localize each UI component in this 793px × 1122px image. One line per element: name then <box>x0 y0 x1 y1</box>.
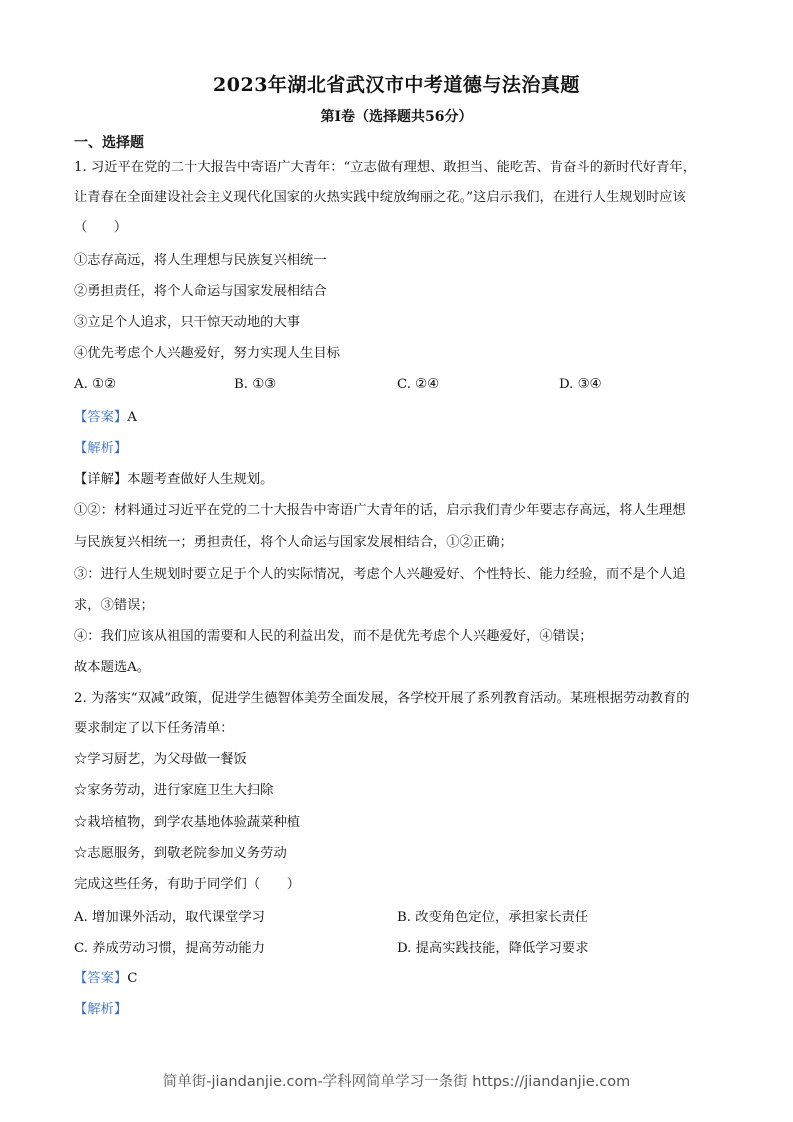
q1-detail-line-2: ①②：材料通过习近平在党的二十大报告中寄语广大青年的话，启示我们青少年要志存高远，将人生理想 <box>74 503 686 518</box>
q1-detail-line-4: ③：进行人生规划时要立足于个人的实际情况，考虑个人兴趣爱好、个性特长、能力经验，而不是个人追 <box>74 567 686 582</box>
q1-answer-blank: （ ） <box>74 220 128 235</box>
q1-detail-line-5: 求，③错误； <box>74 598 154 613</box>
q2-task-1: ☆学习厨艺，为父母做一餐饭 <box>74 752 247 767</box>
q2-analysis-tag: 【解析】 <box>74 1002 128 1017</box>
q1-statement-1: ①志存高远，将人生理想与民族复兴相统一 <box>74 253 327 268</box>
section-heading: 一、选择题 <box>74 135 144 151</box>
q1-answer-tag: 【答案】 <box>74 410 128 425</box>
q2-answer-value: C <box>127 971 138 986</box>
q1-detail-line-7: 故本题选A。 <box>74 660 151 675</box>
paper-part-heading: 第I卷（选择题共56分） <box>320 109 473 125</box>
q2-stem-line-3: 完成这些任务，有助于同学们（ ） <box>74 877 301 892</box>
q2-option-b: B. 改变角色定位，承担家长责任 <box>397 910 589 925</box>
page-footer-watermark: 简单街-jiandanjie.com-学科网简单学习一条街 https://jiandanjie.com <box>162 1074 631 1090</box>
q2-stem-line-2: 要求制定了以下任务清单： <box>74 721 234 736</box>
q2-option-c: C. 养成劳动习惯，提高劳动能力 <box>74 941 266 956</box>
q2-answer-tag: 【答案】 <box>74 971 128 986</box>
q1-statement-3: ③立足个人追求，只干惊天动地的大事 <box>74 315 301 330</box>
q1-detail-line-3: 与民族复兴相统一；勇担责任，将个人命运与国家发展相结合，①②正确； <box>74 535 513 550</box>
q1-answer-line <box>74 408 724 428</box>
q2-task-4: ☆志愿服务，到敬老院参加义务劳动 <box>74 846 287 861</box>
q2-task-2: ☆家务劳动，进行家庭卫生大扫除 <box>74 783 274 798</box>
q1-analysis-tag: 【解析】 <box>74 441 128 456</box>
q2-option-a: A. 增加课外活动，取代课堂学习 <box>74 910 265 925</box>
q1-option-d: D. ③④ <box>559 377 602 392</box>
q1-detail-line-1: 【详解】本题考查做好人生规划。 <box>74 472 274 487</box>
q1-detail-line-6: ④：我们应该从祖国的需要和人民的利益出发，而不是优先考虑个人兴趣爱好，④错误； <box>74 629 593 644</box>
q1-option-b: B. ①③ <box>234 377 277 392</box>
q1-stem-line-2: 让青春在全面建设社会主义现代化国家的火热实践中绽放绚丽之花。”这启示我们，在进行人生规划时应该 <box>74 190 686 205</box>
q2-option-d: D. 提高实践技能，降低学习要求 <box>397 941 589 956</box>
page-title: 2023年湖北省武汉市中考道德与法治真题 <box>213 74 580 96</box>
q1-stem-line-1: 1. 习近平在党的二十大报告中寄语广大青年：“立志做有理想、敢担当、能吃苦、肯奋斗的新时代好青年， <box>74 160 697 175</box>
q1-statement-2: ②勇担责任，将个人命运与国家发展相结合 <box>74 284 327 299</box>
q2-answer-line <box>74 969 724 989</box>
q2-task-3: ☆栽培植物，到学农基地体验蔬菜种植 <box>74 815 301 830</box>
q1-option-c: C. ②④ <box>397 377 439 392</box>
q2-stem-line-1: 2. 为落实“双减”政策，促进学生德智体美劳全面发展，各学校开展了系列教育活动。某班根据劳动教育的 <box>74 691 690 706</box>
q1-statement-4: ④优先考虑个人兴趣爱好，努力实现人生目标 <box>74 346 340 361</box>
q1-answer-value: A <box>127 410 137 425</box>
q1-option-a: A. ①② <box>74 377 116 392</box>
